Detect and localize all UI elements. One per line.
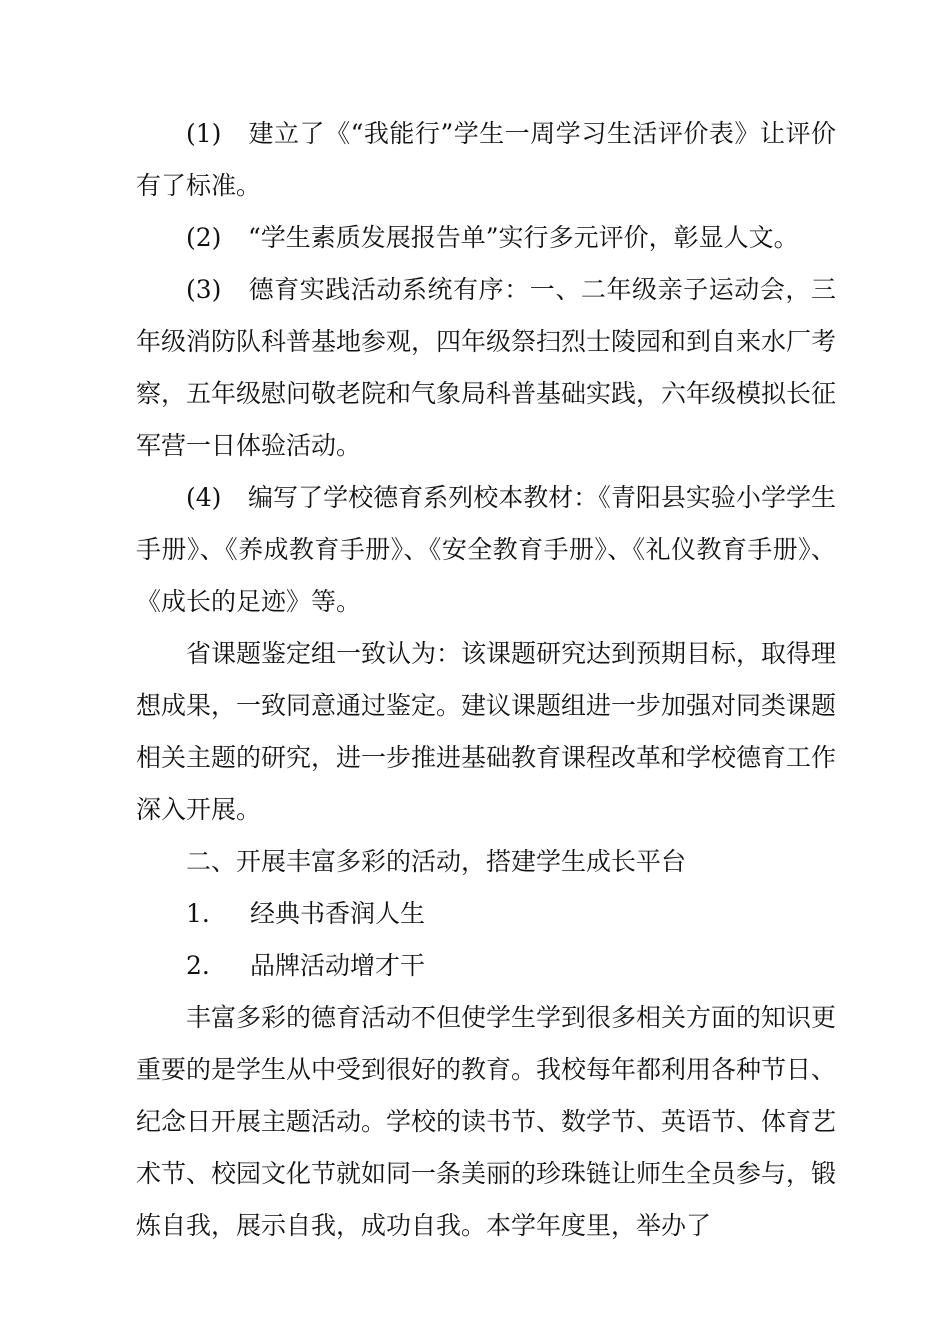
closing-paragraph: 丰富多彩的德育活动不但使学生学到很多相关方面的知识更重要的是学生从中受到很好的教育。我校每年都利用各种节日、纪念日开展主题活动。学校的读书节、数学节、英语节、体育艺术节、校园文化节就如同一条美丽的珍珠链让师生全员参与，锻炼自我，展示自我，成功自我。本学年度里，举办了	[136, 1003, 837, 1240]
list-item-text: 经典书香润人生	[250, 899, 426, 928]
numbered-paragraph-4	[136, 472, 836, 628]
list-item-2	[136, 940, 836, 992]
paragraph-number: (1)	[186, 119, 222, 148]
numbered-paragraph-2	[136, 212, 836, 264]
paragraph-number: (3)	[186, 275, 222, 304]
paragraph-text: “学生素质发展报告单”实行多元评价，彰显人文。	[248, 223, 799, 252]
list-item-1	[136, 888, 836, 940]
conclusion-paragraph: 省课题鉴定组一致认为：该课题研究达到预期目标，取得理想成果，一致同意通过鉴定。建议课题组进一步加强对同类课题相关主题的研究，进一步推进基础教育课程改革和学校德育工作深入开展。	[136, 639, 837, 824]
list-item-text: 品牌活动增才干	[250, 951, 426, 980]
section-heading: 二、开展丰富多彩的活动，搭建学生成长平台	[186, 847, 687, 876]
paragraph-number: (4)	[186, 483, 222, 512]
document-body	[136, 108, 836, 1252]
list-item-number: 2.	[186, 951, 210, 980]
numbered-paragraph-3	[136, 264, 836, 472]
paragraph-text: 德育实践活动系统有序：一、二年级亲子运动会，三年级消防队科普基地参观，四年级祭扫烈士陵园和到自来水厂考察，五年级慰问敬老院和气象局科普基础实践，六年级模拟长征军营一日体验活动。	[136, 275, 837, 460]
paragraph-text: 编写了学校德育系列校本教材：《青阳县实验小学学生手册》、《养成教育手册》、《安全教育手册》、《礼仪教育手册》、《成长的足迹》等。	[136, 483, 836, 616]
paragraph-number: (2)	[186, 223, 222, 252]
paragraph-text: 建立了《“我能行”学生一周学习生活评价表》让评价有了标准。	[136, 119, 836, 200]
list-item-number: 1.	[186, 899, 210, 928]
numbered-paragraph-1	[136, 108, 836, 212]
